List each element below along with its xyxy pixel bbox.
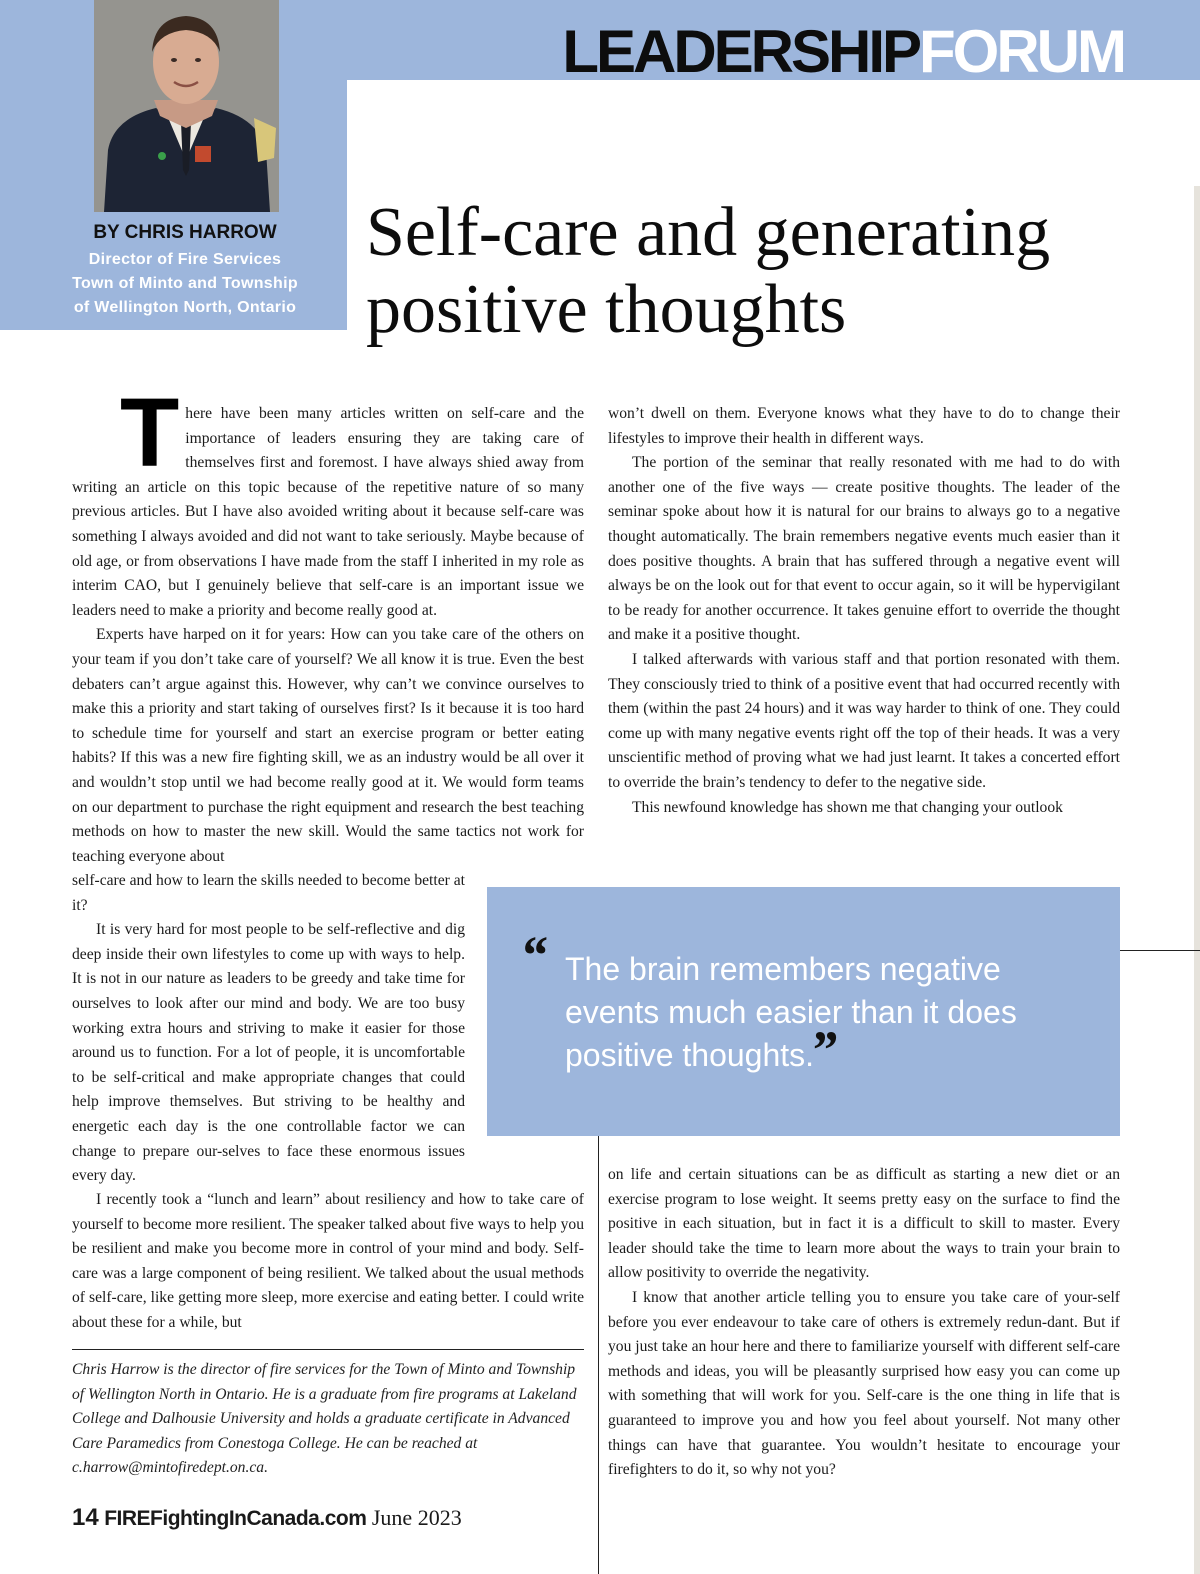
article-paragraph: on life and certain situations can be as difficult as starting a new diet or an exercise program to lose weight. It seems pretty easy on the surface to find the positive in each situation, but in fact it is a difficult to skill to master. Every leader should take the time to learn more about the ways to train your brain to allow positivity to override the negativity. bbox=[608, 1166, 1120, 1282]
section-title-leadership: LEADERSHIP bbox=[562, 18, 920, 85]
article-column-right-bottom bbox=[608, 1163, 1120, 1483]
article-paragraph: It is very hard for most people to be self-reflective and dig deep inside their own lifestyles to come up with ways to help. It is not in our nature as leaders to be greedy and take time for ourselves to look after our mind and body. We are too busy working extra hours and striving to make it easier for those around us to function. For a lot of people, it is uncomfortable to be self-critical and make appropriate changes that could help improve themselves. But striving to be healthy and energetic each day is the one controllable factor we can change to prepare our-selves to face these enormous issues every day. bbox=[72, 921, 465, 1185]
author-bio: Chris Harrow is the director of fire services for the Town of Minto and Township of Wellington North in Ontario. He is a graduate from fire programs at Lakeland College and Dalhousie University and holds a graduate certificate in Advanced Care Paramedics from Conestoga College. He can be reached at c.harrow@mintofiredept.on.ca. bbox=[72, 1361, 577, 1477]
article-column-left-narrow bbox=[72, 869, 465, 1189]
bio-divider bbox=[72, 1349, 584, 1350]
article-paragraph: This newfound knowledge has shown me that changing your outlook bbox=[632, 798, 1063, 816]
article-column-left-top bbox=[72, 378, 584, 869]
section-title-forum: FORUM bbox=[919, 18, 1124, 85]
article-paragraph: I recently took a “lunch and learn” about resiliency and how to take care of yourself to become more resilient. The speaker talked about five ways to help you be resilient and make you become more in control of your mind and body. Self-care was a large component of being resilient. We talked about the usual methods of self-care, like getting more sleep, more exercise and eating better. I could write about these for a while, but bbox=[72, 1191, 584, 1331]
section-title bbox=[562, 18, 1124, 86]
article-paragraph: won’t dwell on them. Everyone knows what they have to do to change their lifestyles to improve their health in different ways. bbox=[608, 405, 1120, 447]
page-footer bbox=[72, 1503, 462, 1534]
article-paragraph: Experts have harped on it for years: How can you take care of the others on your team if you don’t take care of yourself? We all know it is true. Even the best debaters can’t argue against this. However, why can’t we convince ourselves to make this a priority and start taking of ourselves first? Is it because it is too hard to schedule time for yourself and start an exercise program or better eating habits? If this was a new fire fighting skill, we as an industry would be all over it and wouldn’t stop until we had become really good at it. We would form teams on our department to purchase the right equipment and research the best teaching methods on how to master the new skill. Would the same tactics not work for teaching everyone about bbox=[72, 626, 584, 865]
author-role-line: of Wellington North, Ontario bbox=[73, 299, 297, 316]
article-column-left-bottom bbox=[72, 1188, 584, 1336]
author-photo bbox=[94, 0, 279, 212]
column-divider bbox=[598, 1136, 599, 1574]
footer-date: June 2023 bbox=[371, 1505, 462, 1530]
article-column-right-top bbox=[608, 402, 1120, 820]
article-paragraph: The portion of the seminar that really resonated with me had to do with another one of the five ways — create positive thoughts. The leader of the seminar spoke about how it is natural for our brains to always go to a negative thought automatically. The brain remembers negative events much easier than it does positive thoughts. A brain that has suffered through a negative event will always be on the look out for that event to occur again, so it will be hypervigilant to be ready for another occurrence. It takes genuine effort to override the thought and make it a positive thought. bbox=[608, 454, 1120, 644]
article-paragraph: I know that another article telling you to ensure you take care of your-self before you ever endeavour to take care of others is extremely redun-dant. But if you just take an hour here and there to familiarize yourself with different self-care methods and ideas, you will be pleasantly surprised how easy you can come up with something that will work for you. Self-care is the one thing in life that is guaranteed to improve you and how you feel about yourself. Not many other things can have that guarantee. You wouldn’t hesitate to encourage your firefighters to do it, so why not you? bbox=[608, 1288, 1120, 1479]
footer-site: FIREFightingInCanada.com bbox=[104, 1507, 367, 1530]
article-paragraph: self-care and how to learn the skills needed to become better at it? bbox=[72, 872, 465, 914]
author-role-line: Director of Fire Services bbox=[88, 251, 282, 268]
page-number: 14 bbox=[72, 1504, 99, 1531]
page-edge bbox=[1194, 186, 1200, 1574]
article-headline: Self-care and generating positive thoughts bbox=[366, 194, 1051, 348]
author-portrait-image bbox=[94, 0, 279, 212]
article-paragraph bbox=[72, 378, 584, 623]
author-role-line: Town of Minto and Township bbox=[72, 275, 298, 292]
article-paragraph: I talked afterwards with various staff and that portion resonated with them. They consciously tried to think of a positive event that had occurred recently with them (within the past 24 hours) and it was way harder to think of one. They could come up with many negative events right off the top of their heads. It was a very unscientific method of proving what we had just learnt. It takes a concerted effort to override the brain’s tendency to defer to the negative side. bbox=[608, 650, 1120, 791]
close-quote-icon: ” bbox=[810, 1020, 837, 1080]
open-quote-icon: “ bbox=[520, 925, 547, 985]
drop-cap: T bbox=[120, 378, 180, 487]
author-byline bbox=[0, 222, 370, 320]
author-name: BY CHRIS HARROW bbox=[93, 222, 277, 243]
article-text: here have been many articles written on self-care and the importance of leaders ensuring they are taking care of themselves first and foremost. I have always shied away from writing an article on this topic because of the repetitive nature of so many previous articles. But I have also avoided writing about it because self-care was something I always avoided and did not want to take seriously. Maybe because of old age, or from observations I have made from the staff I inherited in my role as interim CAO, but I genuinely believe that self-care is an important issue we leaders need to make a priority and become really good at. bbox=[72, 405, 584, 619]
divider-rule bbox=[1120, 950, 1200, 951]
pull-quote-text: The brain remembers negative events much easier than it does positive thoughts. bbox=[565, 951, 1017, 1073]
